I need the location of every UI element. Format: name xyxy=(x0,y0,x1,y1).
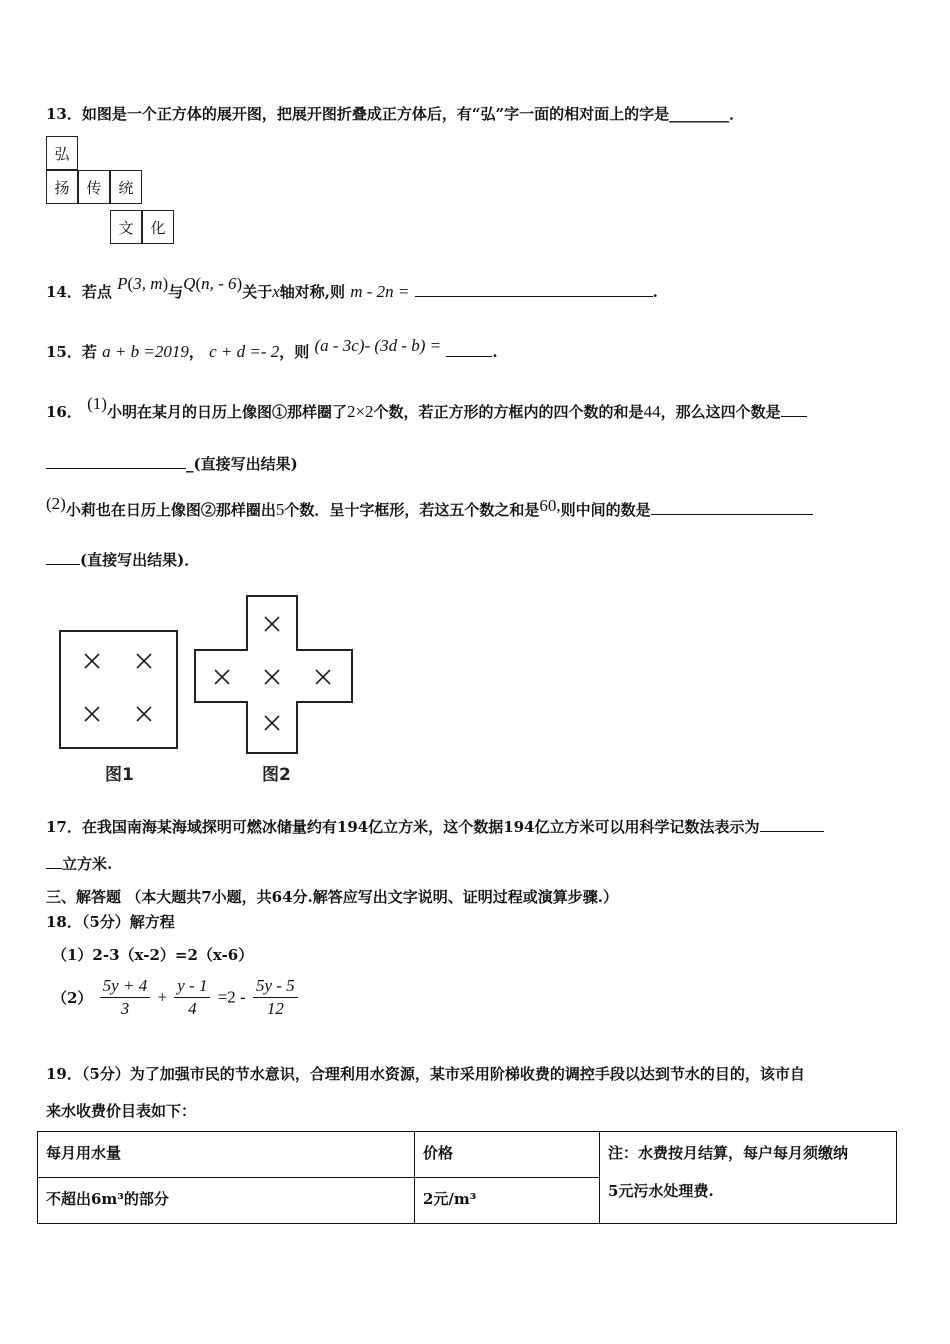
q16-part2-blank-a[interactable] xyxy=(651,498,813,515)
q18-fraction-3 xyxy=(253,975,298,1020)
q15-number: 15． xyxy=(46,343,82,361)
q14-expr: m - 2n = xyxy=(350,282,410,301)
q17-tail: 立方米. xyxy=(62,855,113,873)
q16-part1-text-a: 小明在某月的日历上像图①那样圈了 xyxy=(106,403,347,421)
figure-1-label: 图1 xyxy=(105,765,134,785)
figure-1-square xyxy=(60,631,177,748)
q18-f2-denominator: 4 xyxy=(188,999,197,1018)
q16-part2-text-c: 则中间的数是 xyxy=(560,501,651,519)
q16-part1-line2 xyxy=(46,452,298,474)
q16-part2-text-a: 小莉也在日历上像图②那样圈出 xyxy=(65,501,276,519)
q16-part1-math-1: 2×2 xyxy=(346,402,374,421)
q14-text-4: 轴对称,则 xyxy=(279,283,345,301)
figure-2-label: 图2 xyxy=(262,765,291,785)
q14-q-args: n, - 6 xyxy=(201,274,237,293)
table-header-usage: 每月用水量 xyxy=(38,1132,415,1178)
net-cell-6: 化 xyxy=(142,210,174,244)
q14-line: 14．若点 P(3, m)与Q(n, - 6)关于x轴对称,则 m - 2n = . xyxy=(46,274,658,301)
q16-part1-line xyxy=(46,394,807,422)
q16-part2-math-1: 5 xyxy=(275,500,285,519)
section-3-heading: 三、解答题 （本大题共7小题，共64分.解答应写出文字说明、证明过程或演算步骤.） xyxy=(46,888,618,906)
q18-part1: （1）2-3（x-2）=2（x-6） xyxy=(52,946,254,964)
q14-text-1: 若点 xyxy=(81,283,112,301)
q16-part1-mark: (1) xyxy=(87,394,107,413)
q16-part1-tail: _(直接写出结果) xyxy=(186,455,298,473)
q14-point-p: P xyxy=(117,274,128,293)
q18-f1-denominator: 3 xyxy=(120,999,130,1018)
q18-f2-numerator: y - 1 xyxy=(174,975,210,998)
q18-equals: =2 - xyxy=(217,987,246,1007)
q16-part1-math-2: 44 xyxy=(643,402,661,421)
q14-x-var: x xyxy=(272,282,280,301)
q18-f3-denominator: 12 xyxy=(266,999,284,1018)
table-note-line-2: 5元污水处理费. xyxy=(608,1182,714,1200)
q17-line2 xyxy=(46,852,112,874)
q15-text-1: 若 xyxy=(81,343,97,361)
table-header-price: 价格 xyxy=(415,1132,600,1178)
q16-part2-blank-b[interactable] xyxy=(46,548,80,565)
q18-part2 xyxy=(52,975,300,1020)
net-cell-1: 弘 xyxy=(46,136,78,170)
q14-p-args: 3, m xyxy=(133,274,163,293)
q15-expr-1: a + b =2019 xyxy=(102,342,189,361)
q17-text: 17．在我国南海某海域探明可燃冰储量约有194亿立方米，这个数据194亿立方米可以用科学记数法表示为 xyxy=(46,818,760,836)
table-row1-price: 2元/m³ xyxy=(415,1178,600,1224)
net-cell-4: 统 xyxy=(110,170,142,204)
q15-text-2: ，则 xyxy=(279,343,310,361)
q14-number: 14． xyxy=(46,283,82,301)
water-fee-table xyxy=(37,1131,897,1224)
calendar-figures xyxy=(55,590,365,790)
table-note xyxy=(600,1132,897,1224)
q15-sep: ， xyxy=(188,343,204,361)
net-cell-3: 传 xyxy=(78,170,110,204)
q16-part2-line2 xyxy=(46,548,199,570)
q17-blank-a[interactable] xyxy=(760,815,824,832)
q16-part2-mark: (2) xyxy=(46,494,66,513)
q15-answer-blank[interactable] xyxy=(446,340,492,357)
q15-expr-2: c + d =- 2 xyxy=(209,342,280,361)
q16-part2-math-2: 60, xyxy=(539,496,561,515)
q13-text: 13．如图是一个正方体的展开图，把展开图折叠成正方体后，有“弘”字一面的相对面上的字是________． xyxy=(46,105,745,123)
q16-part1-text-b: 个数，若正方形的方框内的四个数的和是 xyxy=(373,403,644,421)
q18-fraction-2 xyxy=(174,975,210,1020)
q16-part1-blank-a[interactable] xyxy=(781,400,807,417)
q15-expr-3: (a - 3c)- (3d - b) = xyxy=(314,336,442,355)
q15-end: . xyxy=(492,343,498,361)
q16-part1-text-c: ，那么这四个数是 xyxy=(660,403,781,421)
net-cell-2: 扬 xyxy=(46,170,78,204)
q17-blank-b[interactable] xyxy=(46,852,62,869)
q18-fraction-1 xyxy=(100,975,151,1020)
q14-point-q: Q xyxy=(183,274,196,293)
q16-part2-line xyxy=(46,494,813,520)
q18-f1-numerator: 5y + 4 xyxy=(100,975,151,998)
q15-line xyxy=(46,336,498,362)
net-cell-5: 文 xyxy=(110,210,142,244)
q14-text-2: 与 xyxy=(168,283,184,301)
q19-line-2: 来水收费价目表如下： xyxy=(46,1102,197,1120)
q16-number: 16． xyxy=(46,403,82,421)
q18-part2-label: （2） xyxy=(52,989,93,1007)
q18-title: 18．（5分）解方程 xyxy=(46,913,175,931)
q18-f3-numerator: 5y - 5 xyxy=(253,975,298,998)
figure-2-cross xyxy=(195,596,352,753)
q14-text-3: 关于 xyxy=(242,283,273,301)
table-row1-usage: 不超出6m³的部分 xyxy=(38,1178,415,1224)
q18-plus: + xyxy=(157,987,168,1007)
q14-answer-blank[interactable] xyxy=(415,280,653,297)
q19-line-1: 19．（5分）为了加强市民的节水意识，合理利用水资源，某市采用阶梯收费的调控手段以达到节水的目的，该市自 xyxy=(46,1065,805,1083)
q16-part2-tail: (直接写出结果)． xyxy=(80,551,200,569)
q17-line xyxy=(46,815,824,837)
q16-part1-blank-b[interactable] xyxy=(46,452,186,469)
table-note-line-1: 注：水费按月结算，每户每月须缴纳 xyxy=(608,1144,849,1162)
q14-end: . xyxy=(652,283,658,301)
q16-part2-text-b: 个数．呈十字框形，若这五个数之和是 xyxy=(284,501,540,519)
